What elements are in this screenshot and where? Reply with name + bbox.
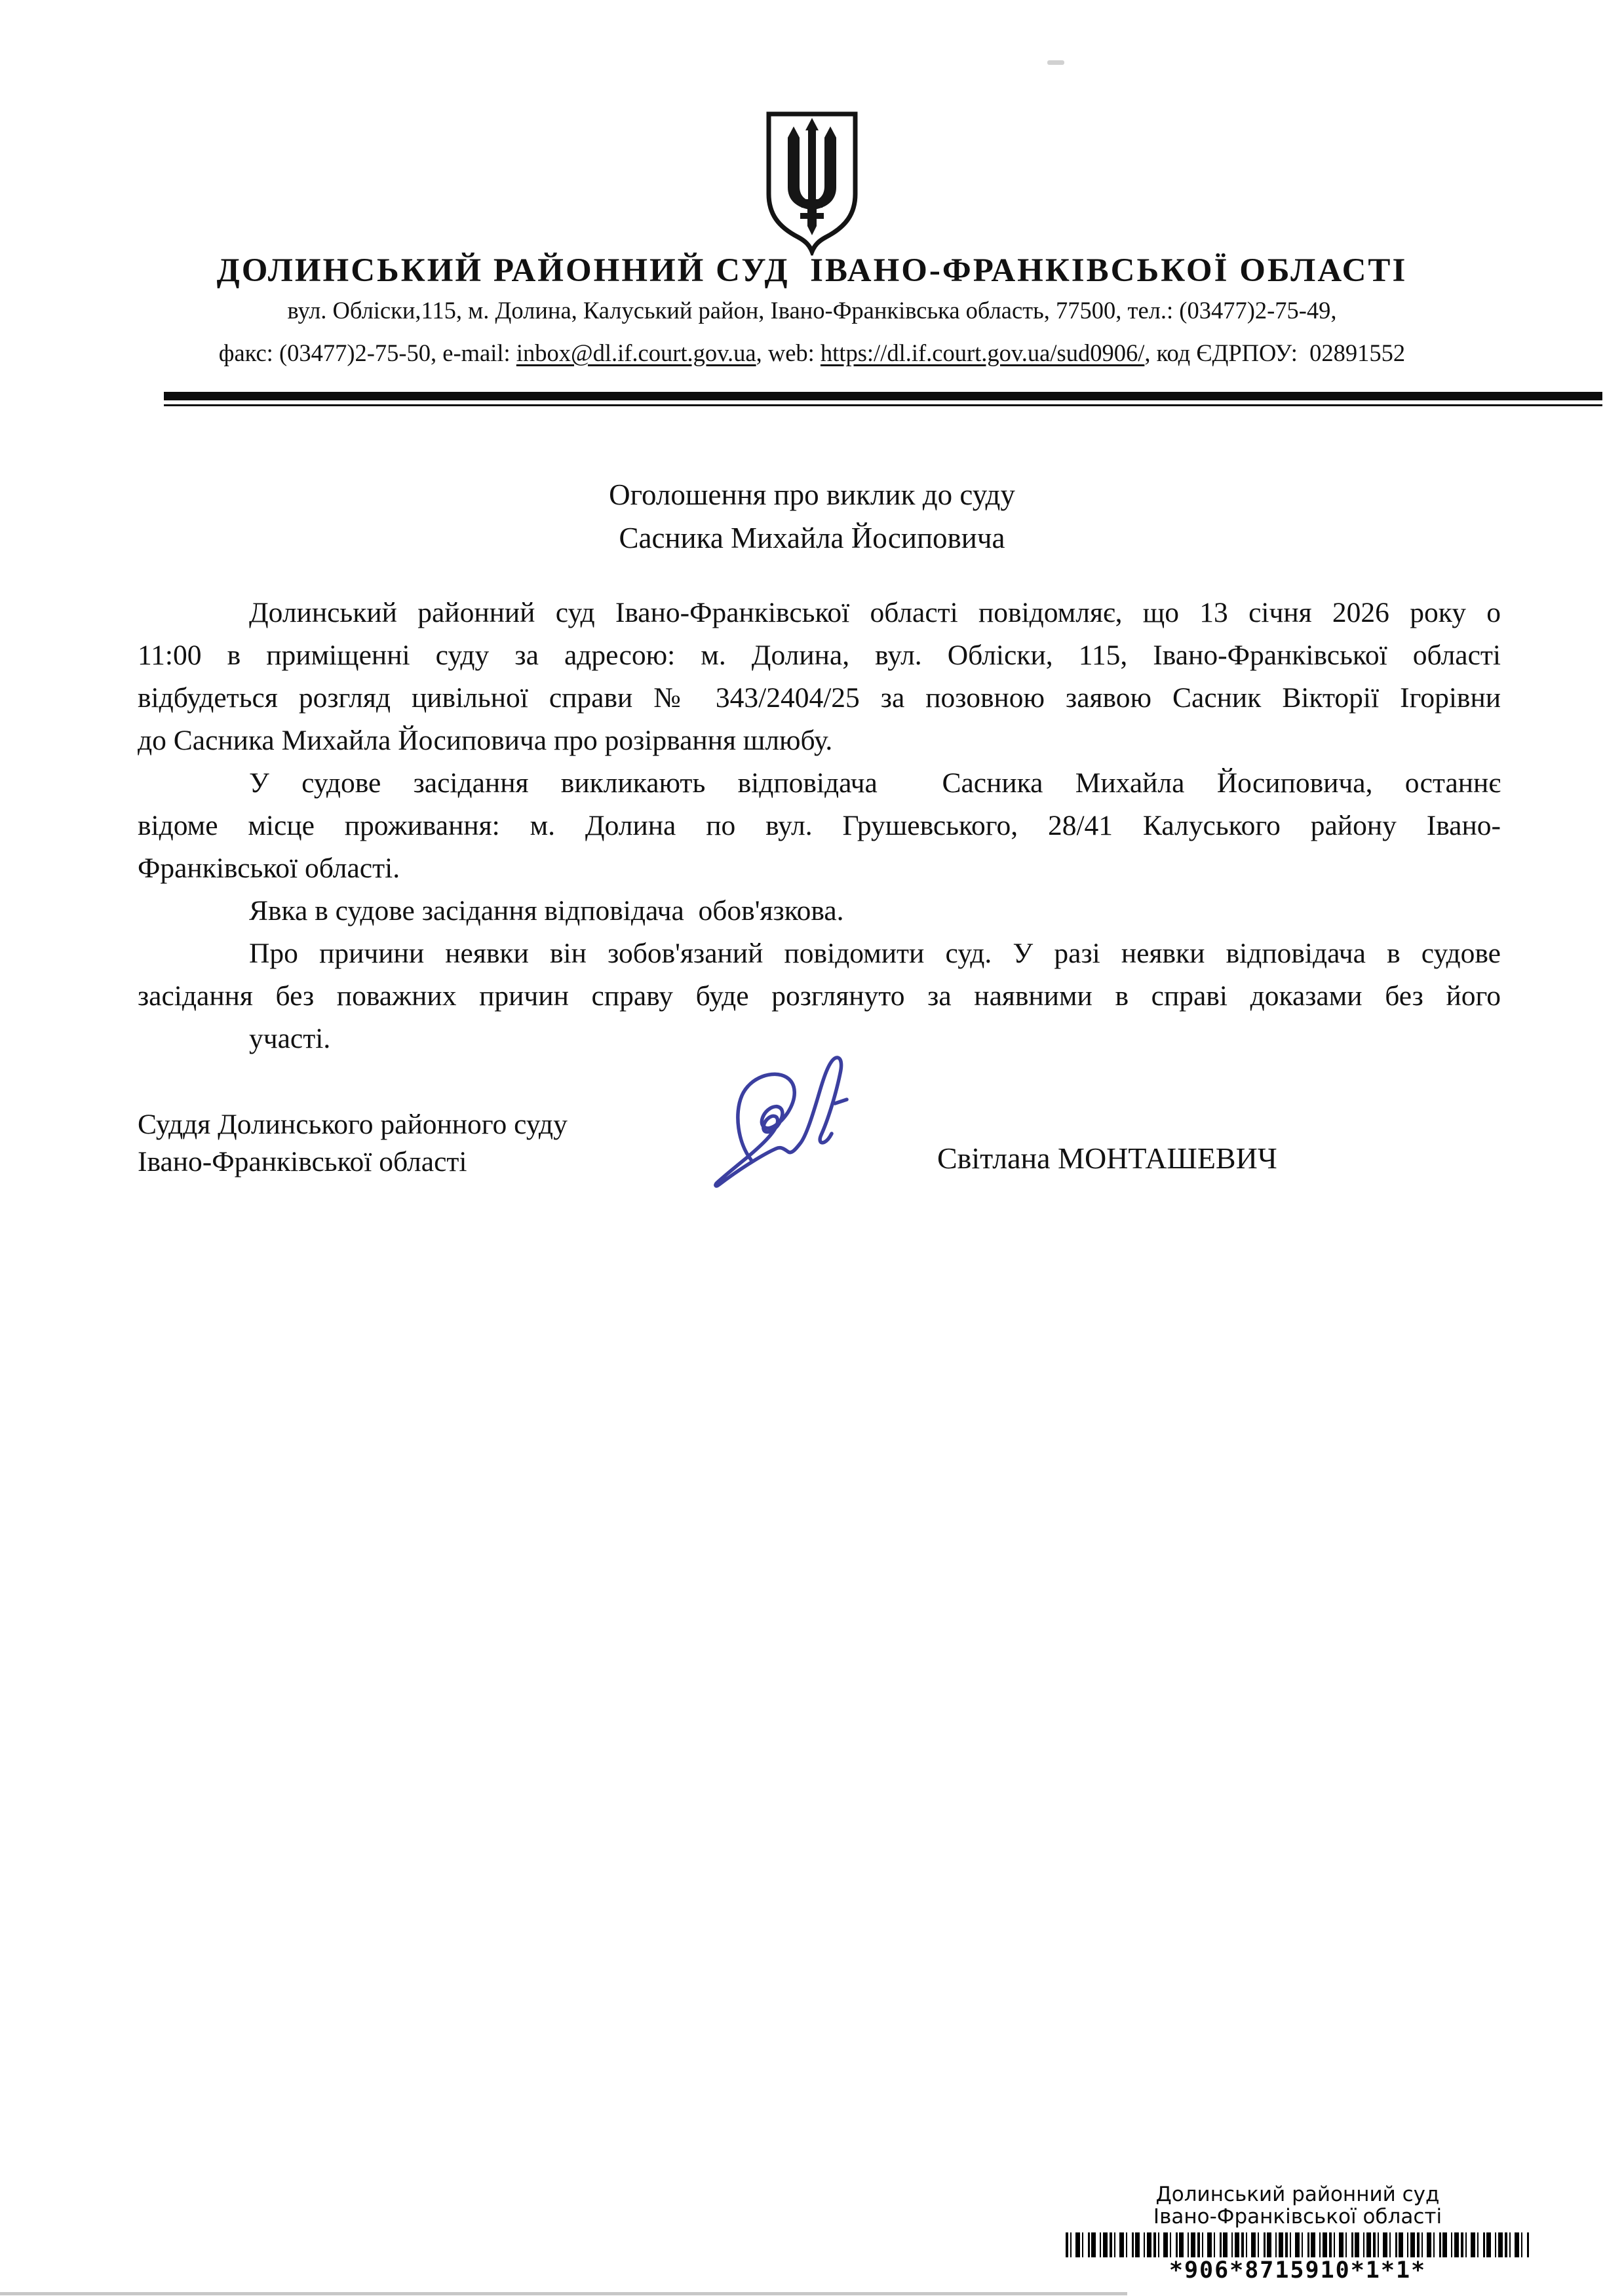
judge-name: Світлана МОНТАШЕВИЧ [937,1141,1277,1175]
address-edrpou-code: , код ЄДРПОУ: 02891552 [1144,339,1406,366]
letterhead-rule-thick [164,392,1602,400]
document-title-line-2: Сасника Михайла Йосиповича [619,522,1005,554]
body-line: Про причини неявки він зобов'язаний повідомити суд. У разі неявки відповідача в судове [249,938,1501,969]
barcode-caption: *906*8715910*1*1* [1169,2257,1427,2284]
address-web-label: , web: [756,339,821,366]
body-line: відоме місце проживання: м. Долина по вул. Грушевського, 28/41 Калуського району Івано- [138,810,1501,841]
document-title [0,473,1624,560]
footer-court-line-2: Івано-Франківської області [1153,2205,1442,2229]
scan-artifact [0,2292,1127,2295]
judge-title-line-2: Івано-Франківської області [138,1146,467,1177]
body-line: відбудеться розгляд цивільної справи № 343/2404/25 за позовною заявою Сасник Вікторії Ігорівни [138,682,1501,714]
body-line: У судове засідання викликають відповідача Сасника Михайла Йосиповича, останнє [249,767,1501,799]
body-line: Долинський районний суд Івано-Франківської області повідомляє, що 13 січня 2026 року о [249,597,1501,628]
body-line: участі. [249,1023,331,1054]
body-line: до Сасника Михайла Йосиповича про розірвання шлюбу. [138,725,833,756]
body-line: Франківської області. [138,852,400,884]
footer-court-line-1: Долинський районний суд [1155,2183,1440,2206]
body-line: Явка в судове засідання відповідача обов'язкова. [249,895,844,927]
footer-court-stamp [1055,2183,1540,2282]
judge-signature-ink [688,1030,914,1220]
document-title-line-1: Оголошення про виклик до суду [609,478,1015,511]
ukraine-trident-emblem-icon [763,110,861,256]
email-text: inbox@dl.if.court.gov.ua [516,339,756,366]
body-text [138,592,1501,1060]
body-line: 11:00 в приміщенні суду за адресою: м. Долина, вул. Обліски, 115, Івано-Франківської області [138,640,1501,671]
website-text: https://dl.if.court.gov.ua/sud0906/ [820,339,1145,366]
judge-title-line-1: Суддя Долинського районного суду [138,1109,568,1140]
address-line-2 [0,339,1624,368]
address-fax: факс: (03477)2-75-50, e-mail: [218,339,516,366]
judge-title [138,1106,568,1181]
body-line: засідання без поважних причин справу буде розглянуто за наявними в справі доказами без його [138,980,1501,1012]
court-name: ДОЛИНСЬКИЙ РАЙОННИЙ СУД ІВАНО-ФРАНКІВСЬКОЇ ОБЛАСТІ [216,252,1408,289]
letterhead-rule-thin [164,404,1602,406]
scan-artifact [1047,60,1064,65]
address-line-1: вул. Обліски,115, м. Долина, Калуський район, Івано-Франківська область, 77500, тел.: (03477)2-75-49, [287,297,1337,324]
barcode-icon [1066,2232,1530,2257]
